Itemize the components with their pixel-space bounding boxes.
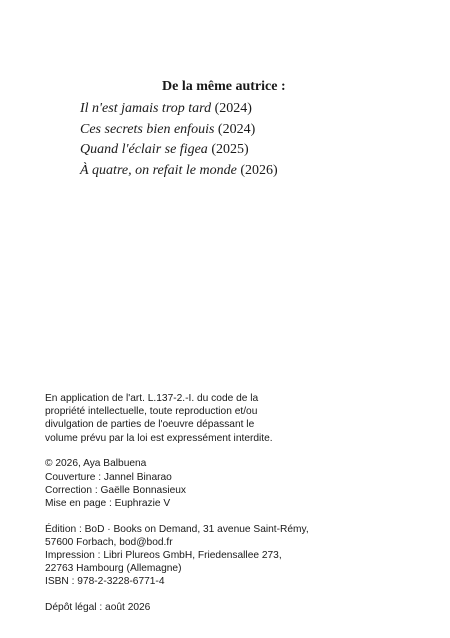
notice-line: propriété intellectuelle, toute reproduction et/ou: [45, 406, 258, 418]
correction-credit: Correction : Gaëlle Bonnasieux: [45, 484, 187, 496]
other-books-section: [80, 78, 380, 181]
book-title: À quatre, on refait le monde: [80, 162, 237, 178]
printer-line: Impression : Libri Plureos GmbH, Friedensallee 273,: [45, 550, 282, 562]
publisher-address: 57600 Forbach, bod@bod.fr: [45, 536, 173, 548]
book-title: Ces secrets bien enfouis: [80, 121, 215, 137]
legal-deposit-block: [45, 601, 405, 614]
notice-line: En application de l'art. L.137-2.-I. du code de la: [45, 393, 259, 404]
printer-address: 22763 Hambourg (Allemagne): [45, 563, 182, 575]
book-year: (2024): [214, 101, 252, 116]
list-item: [80, 140, 380, 161]
notice-line: divulgation de parties de l'oeuvre dépassant le: [45, 419, 255, 431]
book-title: Quand l'éclair se figea: [80, 142, 208, 157]
publisher-block: [45, 523, 405, 589]
copyright-notice: [45, 392, 405, 445]
book-year: (2024): [217, 121, 256, 137]
book-year: (2026): [240, 162, 278, 178]
other-books-heading: De la même autrice :: [162, 79, 286, 94]
cover-credit: Couverture : Jannel Binarao: [45, 471, 172, 483]
book-year: (2025): [211, 142, 249, 157]
credits-block: [45, 457, 405, 510]
isbn-line: ISBN : 978-2-3228-6771-4: [45, 576, 165, 588]
other-books-list: [80, 99, 380, 181]
legal-notice-section: [45, 392, 405, 627]
list-item: [80, 120, 380, 141]
copyright-line: © 2026, Aya Balbuena: [45, 458, 147, 470]
book-title: Il n'est jamais trop tard: [80, 101, 212, 116]
publisher-line: Édition : BoD · Books on Demand, 31 avenue Saint-Rémy,: [45, 523, 309, 535]
layout-credit: Mise en page : Euphrazie V: [45, 497, 171, 509]
list-item: [80, 161, 380, 182]
notice-line: volume prévu par la loi est expressément interdite.: [45, 432, 273, 444]
list-item: [80, 99, 380, 120]
legal-deposit-line: Dépôt légal : août 2026: [45, 602, 151, 614]
